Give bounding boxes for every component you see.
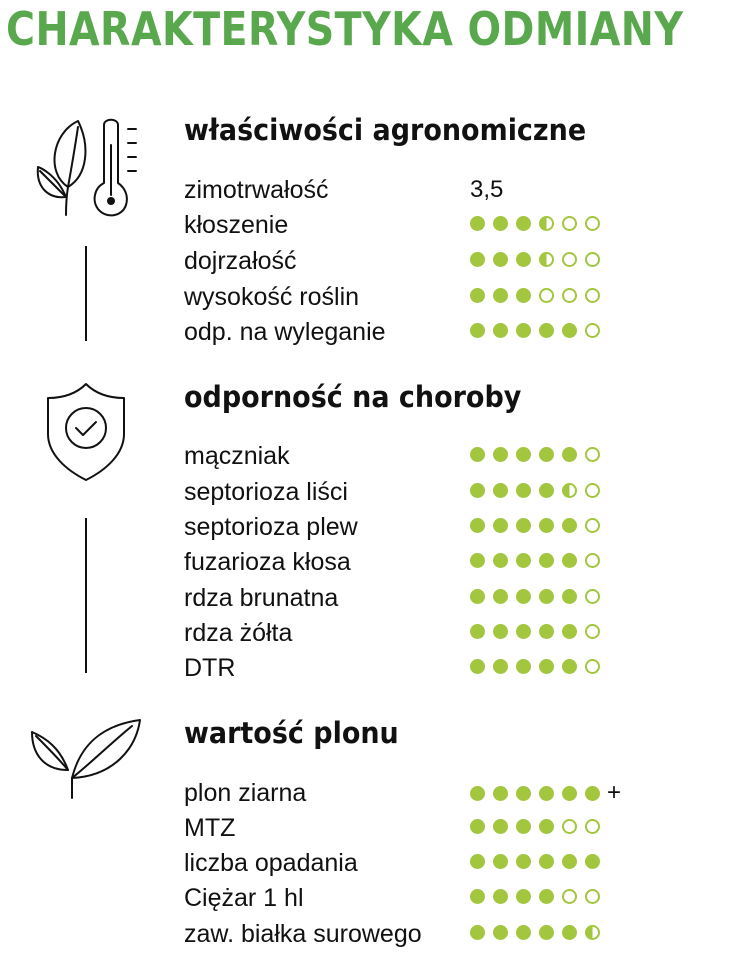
empty-dot <box>585 624 600 639</box>
filled-dot <box>539 659 554 674</box>
filled-dot <box>539 854 554 869</box>
rating-dots <box>470 854 608 869</box>
row-label: zaw. białka surowego <box>184 920 422 948</box>
rating-dots <box>470 659 608 674</box>
rating-dots <box>470 288 608 303</box>
row-label: rdza brunatna <box>184 584 339 612</box>
rating-row <box>184 777 644 809</box>
section-divider-line <box>85 518 87 673</box>
rating-dots <box>470 779 622 806</box>
empty-dot <box>585 288 600 303</box>
filled-dot <box>470 659 485 674</box>
row-label: wysokość roślin <box>184 283 360 311</box>
rating-dots <box>470 624 608 639</box>
rating-dots <box>470 216 608 231</box>
rating-dots <box>470 447 608 462</box>
filled-dot <box>470 819 485 834</box>
empty-dot <box>585 589 600 604</box>
rating-row <box>184 511 644 543</box>
row-label: plon ziarna <box>184 779 307 807</box>
section-heading: właściwości agronomiczne <box>184 113 587 147</box>
filled-dot <box>493 252 508 267</box>
page-title: CHARAKTERYSTYKA ODMIANY <box>6 2 684 56</box>
filled-dot <box>470 323 485 338</box>
filled-dot <box>562 659 577 674</box>
row-label: mączniak <box>184 442 290 470</box>
filled-dot <box>539 518 554 533</box>
filled-dot <box>493 925 508 940</box>
section-divider-line <box>85 246 87 341</box>
filled-dot <box>562 854 577 869</box>
filled-dot <box>470 624 485 639</box>
filled-dot <box>516 786 531 801</box>
rating-dots <box>470 518 608 533</box>
empty-dot <box>562 889 577 904</box>
filled-dot <box>516 518 531 533</box>
half-dot <box>562 483 577 498</box>
row-label: Ciężar 1 hl <box>184 884 304 912</box>
rating-dots <box>470 925 608 940</box>
filled-dot <box>562 553 577 568</box>
filled-dot <box>493 288 508 303</box>
rating-row <box>184 546 644 578</box>
filled-dot <box>516 589 531 604</box>
filled-dot <box>493 589 508 604</box>
empty-dot <box>585 518 600 533</box>
filled-dot <box>539 925 554 940</box>
row-label: odp. na wyleganie <box>184 318 386 346</box>
filled-dot <box>562 323 577 338</box>
filled-dot <box>516 659 531 674</box>
rating-row <box>184 582 644 614</box>
rating-row <box>184 476 644 508</box>
filled-dot <box>562 925 577 940</box>
filled-dot <box>516 288 531 303</box>
rating-dots <box>470 483 608 498</box>
section-heading: wartość plonu <box>184 716 399 750</box>
empty-dot <box>585 483 600 498</box>
filled-dot <box>470 518 485 533</box>
filled-dot <box>539 819 554 834</box>
row-label: rdza żółta <box>184 619 293 647</box>
row-label: liczba opadania <box>184 849 358 877</box>
filled-dot <box>539 624 554 639</box>
rating-row <box>184 918 644 950</box>
filled-dot <box>516 252 531 267</box>
rating-row <box>184 652 644 684</box>
filled-dot <box>516 483 531 498</box>
filled-dot <box>470 252 485 267</box>
filled-dot <box>562 447 577 462</box>
filled-dot <box>470 786 485 801</box>
rating-suffix: + <box>607 779 622 806</box>
filled-dot <box>470 447 485 462</box>
filled-dot <box>493 854 508 869</box>
filled-dot <box>539 323 554 338</box>
filled-dot <box>585 786 600 801</box>
rating-row <box>184 245 644 277</box>
empty-dot <box>562 819 577 834</box>
filled-dot <box>493 819 508 834</box>
rating-dots <box>470 589 608 604</box>
filled-dot <box>539 553 554 568</box>
filled-dot <box>470 889 485 904</box>
rating-row <box>184 617 644 649</box>
filled-dot <box>516 819 531 834</box>
row-label: dojrzałość <box>184 247 297 275</box>
empty-dot <box>585 889 600 904</box>
rating-row <box>184 174 644 206</box>
row-label: zimotrwałość <box>184 176 329 204</box>
filled-dot <box>493 786 508 801</box>
filled-dot <box>539 589 554 604</box>
row-label: DTR <box>184 654 236 682</box>
empty-dot <box>585 553 600 568</box>
filled-dot <box>539 786 554 801</box>
empty-dot <box>562 216 577 231</box>
row-value: 3,5 <box>470 176 504 203</box>
row-label: septorioza liści <box>184 478 348 506</box>
rating-row <box>184 316 644 348</box>
filled-dot <box>516 854 531 869</box>
filled-dot <box>493 483 508 498</box>
rating-row <box>184 281 644 313</box>
rating-dots <box>470 889 608 904</box>
empty-dot <box>562 288 577 303</box>
filled-dot <box>539 889 554 904</box>
row-label: MTZ <box>184 814 236 842</box>
rating-row <box>184 209 644 241</box>
filled-dot <box>470 854 485 869</box>
filled-dot <box>516 447 531 462</box>
empty-dot <box>539 288 554 303</box>
filled-dot <box>516 624 531 639</box>
row-label: fuzarioza kłosa <box>184 548 351 576</box>
rating-dots <box>470 252 608 267</box>
filled-dot <box>493 323 508 338</box>
filled-dot <box>470 553 485 568</box>
filled-dot <box>516 553 531 568</box>
row-label: septorioza plew <box>184 513 358 541</box>
filled-dot <box>493 553 508 568</box>
plant-thermometer-icon <box>30 115 142 219</box>
rating-row <box>184 812 644 844</box>
half-dot <box>539 216 554 231</box>
leaves-icon <box>30 718 142 800</box>
filled-dot <box>470 589 485 604</box>
filled-dot <box>470 288 485 303</box>
rating-dots <box>470 553 608 568</box>
rating-row <box>184 440 644 472</box>
section-heading: odporność na choroby <box>184 380 522 414</box>
empty-dot <box>585 252 600 267</box>
filled-dot <box>516 889 531 904</box>
filled-dot <box>516 925 531 940</box>
filled-dot <box>516 216 531 231</box>
filled-dot <box>493 216 508 231</box>
filled-dot <box>516 323 531 338</box>
filled-dot <box>562 624 577 639</box>
filled-dot <box>539 483 554 498</box>
empty-dot <box>585 819 600 834</box>
row-label: kłoszenie <box>184 211 289 239</box>
filled-dot <box>539 447 554 462</box>
filled-dot <box>470 925 485 940</box>
filled-dot <box>493 624 508 639</box>
half-dot <box>585 925 600 940</box>
rating-row <box>184 882 644 914</box>
empty-dot <box>562 252 577 267</box>
filled-dot <box>585 854 600 869</box>
empty-dot <box>585 447 600 462</box>
rating-dots <box>470 323 608 338</box>
rating-row <box>184 847 644 879</box>
filled-dot <box>470 483 485 498</box>
filled-dot <box>562 786 577 801</box>
half-dot <box>539 252 554 267</box>
filled-dot <box>493 447 508 462</box>
filled-dot <box>493 889 508 904</box>
empty-dot <box>585 659 600 674</box>
filled-dot <box>493 659 508 674</box>
filled-dot <box>493 518 508 533</box>
empty-dot <box>585 323 600 338</box>
rating-dots <box>470 819 608 834</box>
filled-dot <box>562 518 577 533</box>
empty-dot <box>585 216 600 231</box>
shield-check-icon <box>46 382 126 482</box>
filled-dot <box>562 589 577 604</box>
filled-dot <box>470 216 485 231</box>
